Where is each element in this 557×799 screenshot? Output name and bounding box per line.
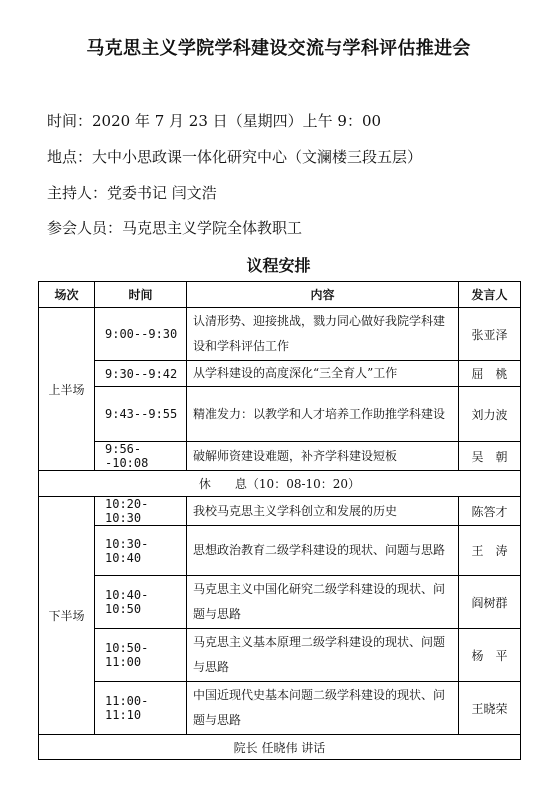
item-content: 破解师资建设难题，补齐学科建设短板: [187, 442, 459, 471]
break-row: [39, 471, 521, 497]
item-content: 认清形势、迎接挑战，戮力同心做好我院学科建设和学科评估工作: [187, 308, 459, 361]
meeting-time: 时间：2020 年 7 月 23 日（星期四）上午 9：00: [47, 112, 382, 130]
session-label-first: 上半场: [39, 308, 95, 471]
header-speaker: 发言人: [459, 282, 521, 308]
item-speaker: 刘力波: [459, 387, 521, 442]
item-content: 中国近现代史基本问题二级学科建设的现状、问题与思路: [187, 682, 459, 735]
item-time: 9:00--9:30: [95, 308, 187, 361]
table-row: [39, 442, 521, 471]
header-session: 场次: [39, 282, 95, 308]
item-speaker: 屈 桃: [459, 361, 521, 387]
closing-row: [39, 735, 521, 760]
table-row: [39, 361, 521, 387]
item-speaker: 王晓荣: [459, 682, 521, 735]
agenda-title: 议程安排: [246, 256, 311, 275]
table-row: [39, 682, 521, 735]
item-speaker: 陈答才: [459, 497, 521, 526]
meeting-location: 地点：大中小思政课一体化研究中心（文澜楼三段五层）: [47, 148, 423, 166]
item-time: 10:40-10:50: [95, 576, 187, 629]
table-row: [39, 629, 521, 682]
break-label: 休 息（10：08-10：20）: [39, 471, 521, 497]
item-content: 从学科建设的高度深化“三全育人”工作: [187, 361, 459, 387]
item-time: 10:30-10:40: [95, 526, 187, 576]
header-time: 时间: [95, 282, 187, 308]
meeting-attendees: 参会人员：马克思主义学院全体教职工: [47, 219, 303, 237]
meeting-host: 主持人：党委书记 闫文浩: [47, 184, 217, 202]
item-speaker: 杨 平: [459, 629, 521, 682]
header-content: 内容: [187, 282, 459, 308]
table-row: [39, 526, 521, 576]
document-title: 马克思主义学院学科建设交流与学科评估推进会: [86, 38, 471, 59]
item-time: 9:43--9:55: [95, 387, 187, 442]
item-time: 9:30--9:42: [95, 361, 187, 387]
item-time: 10:50-11:00: [95, 629, 187, 682]
table-row: [39, 497, 521, 526]
table-row: [39, 576, 521, 629]
item-content: 精准发力：以教学和人才培养工作助推学科建设: [187, 387, 459, 442]
item-time: 11:00-11:10: [95, 682, 187, 735]
item-speaker: 阎树群: [459, 576, 521, 629]
closing-label: 院长 任晓伟 讲话: [39, 735, 521, 760]
item-content: 马克思主义基本原理二级学科建设的现状、问题与思路: [187, 629, 459, 682]
item-speaker: 吴 朝: [459, 442, 521, 471]
item-speaker: 王 涛: [459, 526, 521, 576]
item-content: 马克思主义中国化研究二级学科建设的现状、问题与思路: [187, 576, 459, 629]
item-time: 10:20-10:30: [95, 497, 187, 526]
item-content: 我校马克思主义学科创立和发展的历史: [187, 497, 459, 526]
item-speaker: 张亚泽: [459, 308, 521, 361]
item-content: 思想政治教育二级学科建设的现状、问题与思路: [187, 526, 459, 576]
item-time: 9:56--10:08: [95, 442, 187, 471]
agenda-table: [38, 281, 521, 760]
table-row: [39, 387, 521, 442]
session-label-second: 下半场: [39, 497, 95, 735]
agenda-header-row: [39, 282, 521, 308]
table-row: [39, 308, 521, 361]
